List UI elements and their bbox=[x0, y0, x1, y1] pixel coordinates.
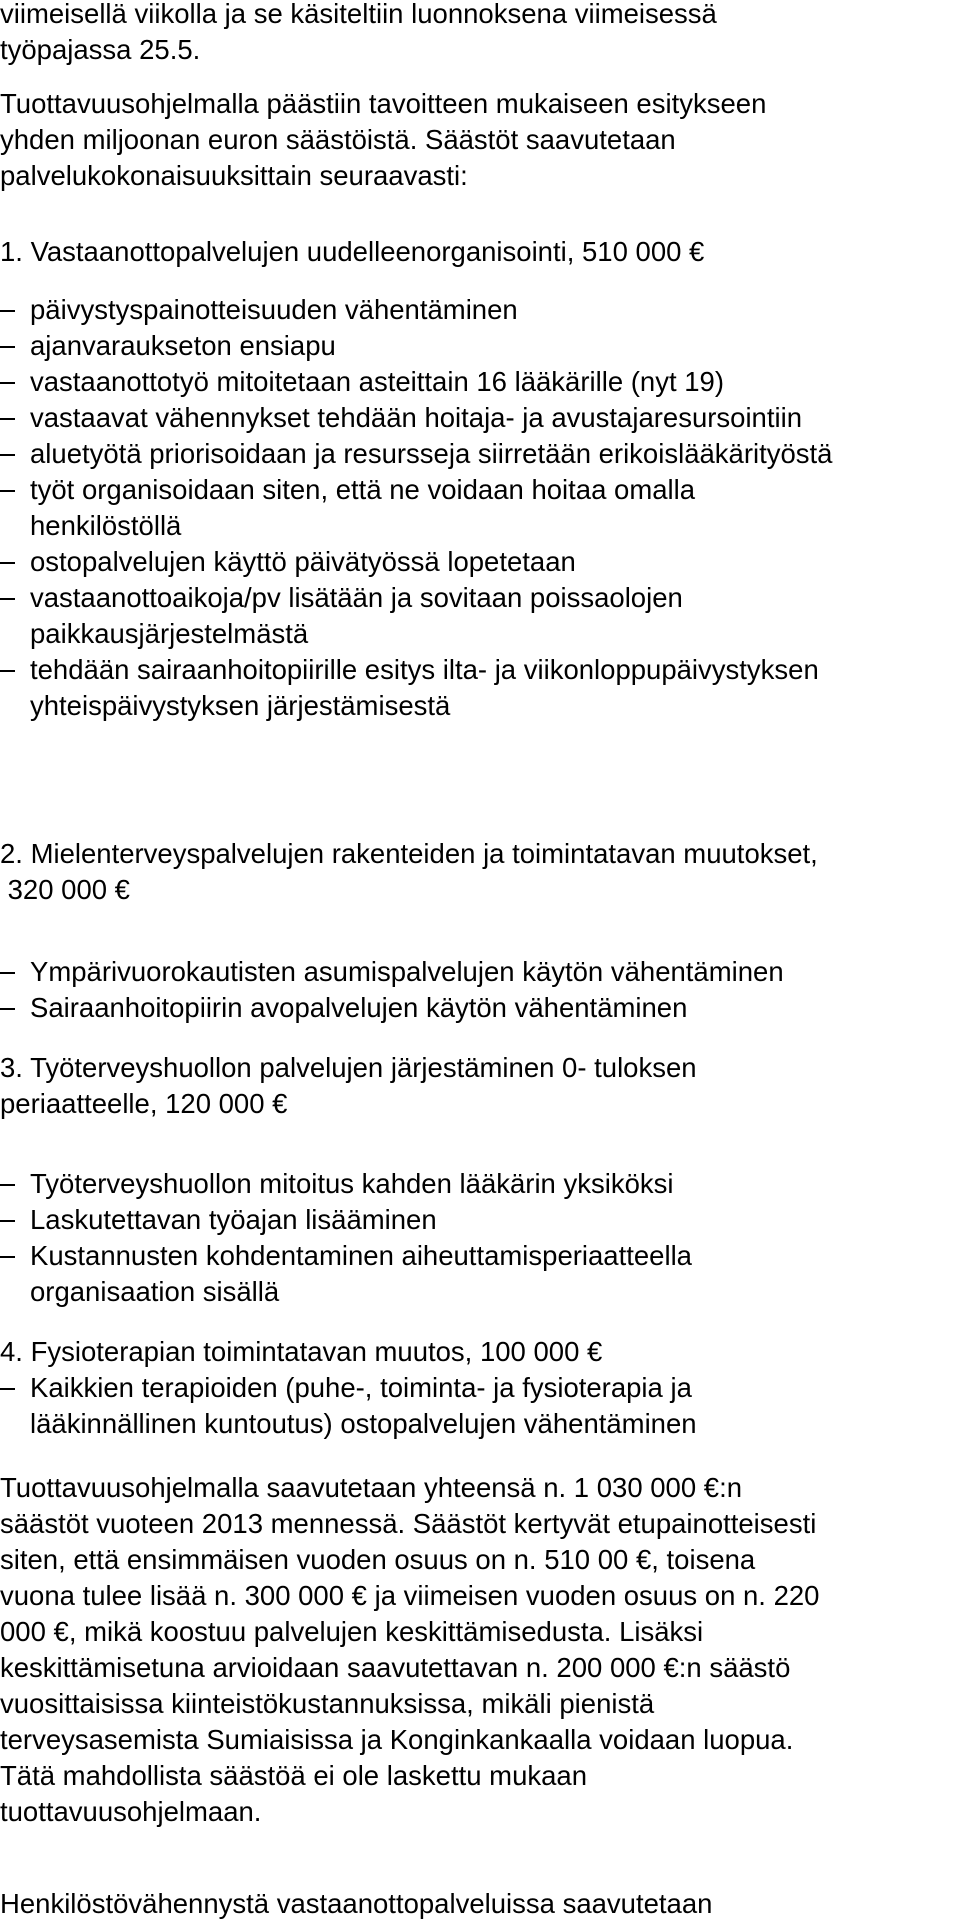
list-item-text: vastaanottoaikoja/pv lisätään ja sovitaan poissaolojen bbox=[30, 582, 683, 613]
text-line: Henkilöstövähennystä vastaanottopalveluissa saavutetaan bbox=[0, 1888, 713, 1919]
section-2-list bbox=[0, 954, 940, 1026]
text-line: Tuottavuusohjelmalla saavutetaan yhteensä n. 1 030 000 €:n bbox=[0, 1472, 743, 1503]
section-heading: 1. Vastaanottopalvelujen uudelleenorganisointi, 510 000 € bbox=[0, 236, 705, 267]
dash-bullet-icon bbox=[0, 1388, 15, 1390]
section-4-list bbox=[0, 1370, 940, 1442]
list-item-text: paikkausjärjestelmästä bbox=[30, 618, 309, 649]
list-item bbox=[0, 544, 940, 580]
list-item-text: Kustannusten kohdentaminen aiheuttamisperiaatteella bbox=[30, 1240, 692, 1271]
text-line: Tuottavuusohjelmalla päästiin tavoitteen mukaiseen esitykseen bbox=[0, 88, 767, 119]
list-item-text: Työterveyshuollon mitoitus kahden lääkärin yksiköksi bbox=[30, 1168, 674, 1199]
list-item bbox=[0, 652, 940, 724]
dash-bullet-icon bbox=[0, 1008, 15, 1010]
text-line: terveysasemista Sumiaisissa ja Konginkankaalla voidaan luopua. bbox=[0, 1724, 794, 1755]
list-item-text: Laskutettavan työajan lisääminen bbox=[30, 1204, 437, 1235]
list-item bbox=[0, 990, 940, 1026]
section-3-heading bbox=[0, 1050, 940, 1122]
dash-bullet-icon bbox=[0, 1220, 15, 1222]
text-line: 000 €, mikä koostuu palvelujen keskittämisedusta. Lisäksi bbox=[0, 1616, 704, 1647]
list-item bbox=[0, 1238, 940, 1310]
list-item bbox=[0, 436, 940, 472]
list-item-text: ajanvaraukseton ensiapu bbox=[30, 330, 336, 361]
text-line: työpajassa 25.5. bbox=[0, 34, 201, 65]
dash-bullet-icon bbox=[0, 562, 15, 564]
list-item-text: päivystyspainotteisuuden vähentäminen bbox=[30, 294, 518, 325]
list-item bbox=[0, 1370, 940, 1442]
dash-bullet-icon bbox=[0, 1184, 15, 1186]
section-heading: periaatteelle, 120 000 € bbox=[0, 1088, 288, 1119]
text-line: vuosittaisissa kiinteistökustannuksissa, mikäli pienistä bbox=[0, 1688, 655, 1719]
list-item-text: Ympärivuorokautisten asumispalvelujen käytön vähentäminen bbox=[30, 956, 784, 987]
text-line: palvelukokonaisuuksittain seuraavasti: bbox=[0, 160, 468, 191]
summary-paragraph bbox=[0, 1470, 940, 1830]
section-heading: 4. Fysioterapian toimintatavan muutos, 100 000 € bbox=[0, 1336, 603, 1367]
list-item bbox=[0, 292, 940, 328]
list-item-text: yhteispäivystyksen järjestämisestä bbox=[30, 690, 451, 721]
text-line: yhden miljoonan euron säästöistä. Säästöt saavutetaan bbox=[0, 124, 676, 155]
list-item-text: Sairaanhoitopiirin avopalvelujen käytön vähentäminen bbox=[30, 992, 688, 1023]
text-line: tuottavuusohjelmaan. bbox=[0, 1796, 262, 1827]
list-item bbox=[0, 400, 940, 436]
section-heading: 320 000 € bbox=[0, 874, 130, 905]
list-item-text: henkilöstöllä bbox=[30, 510, 182, 541]
dash-bullet-icon bbox=[0, 346, 15, 348]
text-line: Tätä mahdollista säästöä ei ole laskettu mukaan bbox=[0, 1760, 587, 1791]
text-line: siten, että ensimmäisen vuoden osuus on n. 510 00 €, toisena bbox=[0, 1544, 756, 1575]
text-line: vuona tulee lisää n. 300 000 € ja viimeisen vuoden osuus on n. 220 bbox=[0, 1580, 820, 1611]
list-item bbox=[0, 580, 940, 652]
list-item-text: aluetyötä priorisoidaan ja resursseja siirretään erikoislääkärityöstä bbox=[30, 438, 833, 469]
section-2-heading bbox=[0, 836, 940, 908]
footer-paragraph bbox=[0, 1886, 940, 1922]
text-line: keskittämisetuna arvioidaan saavutettavan n. 200 000 €:n säästö bbox=[0, 1652, 791, 1683]
dash-bullet-icon bbox=[0, 670, 15, 672]
section-1-heading bbox=[0, 234, 940, 270]
intro-paragraph bbox=[0, 0, 940, 68]
list-item-text: työt organisoidaan siten, että ne voidaan hoitaa omalla bbox=[30, 474, 696, 505]
dash-bullet-icon bbox=[0, 972, 15, 974]
intro-savings-paragraph bbox=[0, 86, 940, 194]
dash-bullet-icon bbox=[0, 418, 15, 420]
dash-bullet-icon bbox=[0, 382, 15, 384]
list-item bbox=[0, 364, 940, 400]
list-item-text: ostopalvelujen käyttö päivätyössä lopetetaan bbox=[30, 546, 576, 577]
dash-bullet-icon bbox=[0, 310, 15, 312]
list-item-text: vastaavat vähennykset tehdään hoitaja- ja avustajaresursointiin bbox=[30, 402, 803, 433]
dash-bullet-icon bbox=[0, 490, 15, 492]
list-item-text: lääkinnällinen kuntoutus) ostopalvelujen vähentäminen bbox=[30, 1408, 697, 1439]
section-heading: 3. Työterveyshuollon palvelujen järjestäminen 0- tuloksen bbox=[0, 1052, 697, 1083]
list-item bbox=[0, 1166, 940, 1202]
dash-bullet-icon bbox=[0, 454, 15, 456]
section-heading: 2. Mielenterveyspalvelujen rakenteiden ja toimintatavan muutokset, bbox=[0, 838, 818, 869]
list-item bbox=[0, 1202, 940, 1238]
section-3-list bbox=[0, 1166, 940, 1310]
text-line: säästöt vuoteen 2013 mennessä. Säästöt kertyvät etupainotteisesti bbox=[0, 1508, 817, 1539]
list-item bbox=[0, 954, 940, 990]
list-item bbox=[0, 328, 940, 364]
dash-bullet-icon bbox=[0, 1256, 15, 1258]
list-item-text: organisaation sisällä bbox=[30, 1276, 280, 1307]
list-item-text: tehdään sairaanhoitopiirille esitys ilta- ja viikonloppupäivystyksen bbox=[30, 654, 819, 685]
text-line: viimeisellä viikolla ja se käsiteltiin luonnoksena viimeisessä bbox=[0, 0, 717, 29]
list-item-text: Kaikkien terapioiden (puhe-, toiminta- ja fysioterapia ja bbox=[30, 1372, 692, 1403]
dash-bullet-icon bbox=[0, 598, 15, 600]
section-4-heading bbox=[0, 1334, 940, 1370]
section-1-list bbox=[0, 292, 940, 724]
list-item-text: vastaanottotyö mitoitetaan asteittain 16 lääkärille (nyt 19) bbox=[30, 366, 724, 397]
list-item bbox=[0, 472, 940, 544]
